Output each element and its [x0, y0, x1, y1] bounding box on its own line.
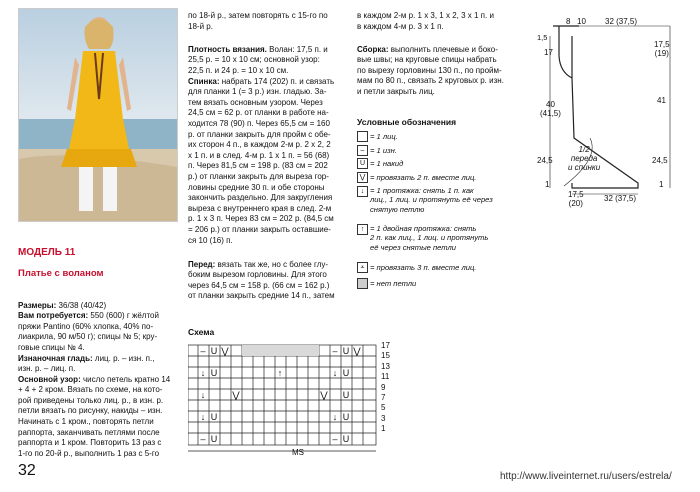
legend-ssk: = 1 протяжка: снять 1 п. как лиц., 1 лиц. и протянуть её через снятую петлю — [370, 186, 493, 214]
back-label: Спинка: — [188, 76, 220, 86]
svg-text:↓: ↓ — [200, 390, 206, 400]
dim-17: 17 — [544, 48, 553, 57]
assembly-value: выполнить плечевые и боко- вые швы; на круговые спицы набрать по вырезу горловины 130 п., по пройм- мам по 80 п., связать 2 круговых р. изн. и петли закрыть лиц. — [357, 44, 504, 96]
no-stitch-symbol — [357, 278, 368, 289]
legend-k2tog: = провязать 2 п. вместе лиц. — [370, 173, 477, 182]
svg-text:↓: ↓ — [200, 368, 206, 378]
legend-no-stitch: = нет петли — [370, 279, 417, 288]
row-9: 9 — [381, 382, 386, 392]
svg-text:U: U — [210, 368, 218, 378]
svg-text:–: – — [332, 434, 338, 444]
svg-text:⋁: ⋁ — [232, 390, 240, 400]
dim-24-5-right: 24,5 — [652, 156, 668, 165]
photo-illustration — [19, 9, 177, 221]
svg-text:↑: ↑ — [277, 368, 283, 378]
svg-text:U: U — [342, 368, 350, 378]
purl-value: лиц. р. – изн. п., изн. р. – лиц. п. — [18, 353, 155, 374]
model-title: Платье с воланом — [18, 268, 104, 279]
row-5: 5 — [381, 403, 386, 413]
knit-symbol — [357, 131, 368, 142]
svg-text:–: – — [332, 346, 338, 356]
svg-text:U: U — [342, 390, 350, 400]
sizes-label: Размеры: — [18, 300, 57, 310]
dim-32-bottom: 32 (37,5) — [604, 194, 637, 203]
dim-10: 10 — [577, 17, 586, 26]
legend-k3tog: = провязать 3 п. вместе лиц. — [370, 263, 477, 272]
svg-text:U: U — [210, 434, 218, 444]
svg-text:U: U — [342, 434, 350, 444]
mark-1-left: 1 — [545, 180, 550, 189]
svg-text:⋁: ⋁ — [221, 346, 229, 356]
front-label: Перед: — [188, 259, 216, 269]
row-15: 15 — [381, 351, 390, 361]
yarn-over-symbol: U — [357, 158, 368, 169]
front-instructions — [188, 249, 352, 302]
svg-text:U: U — [210, 412, 218, 422]
materials-label: Вам потребуется: — [18, 311, 89, 321]
materials-value: 550 (600) г жёлтой пряжи Pantino (60% хлопка, 40% по- лиакрила, 90 м/50 г); спицы № 5; кру- говые спицы № 4. — [18, 311, 159, 352]
source-url[interactable]: http://www.liveinternet.ru/users/estrela/ — [500, 471, 672, 482]
dim-32-top: 32 (37,5) — [605, 17, 638, 26]
purl-symbol: – — [357, 145, 368, 156]
main-pattern — [18, 364, 188, 459]
model-photo — [18, 8, 178, 222]
legend-double-decrease: = 1 двойная протяжка: снять 2 п. как лиц., 1 лиц. и протянуть её через снятые петли — [370, 224, 489, 252]
page-number: 32 — [18, 462, 36, 479]
dim-24-5-left: 24,5 — [537, 156, 553, 165]
row-7: 7 — [381, 393, 386, 403]
dim-40: 40 (41,5) — [540, 100, 561, 118]
legend-title: Условные обозначения — [357, 117, 457, 127]
k3tog-symbol: ⩡ — [357, 262, 368, 273]
legend-purl: = 1 изн. — [370, 146, 397, 155]
model-number: МОДЕЛЬ 11 — [18, 247, 76, 258]
dim-1-5: 1,5 — [537, 33, 548, 42]
svg-text:U: U — [210, 346, 218, 356]
row-numbers — [381, 341, 399, 435]
svg-text:–: – — [200, 346, 206, 356]
svg-text:↓: ↓ — [332, 412, 338, 422]
pattern-value: число петель кратно 14 + 4 + 2 кром. Вязать по схеме, на кото- рой приведены только лиц. р., в изн. р. петли вязать по рисунку, накиды – изн. Начинать с 1 кром., повторять петли раппорта, заканчивать петлями после раппорта и 1 кром. Повторить 13 раз с 1-го по 20-й р., выполнить 1 раз с 5-го — [18, 374, 171, 458]
row-11: 11 — [381, 372, 390, 382]
svg-text:U: U — [342, 412, 350, 422]
svg-text:↓: ↓ — [200, 412, 206, 422]
gauge-label: Плотность вязания. — [188, 44, 267, 54]
assembly — [357, 34, 519, 98]
svg-text:–: – — [200, 434, 206, 444]
k2tog-symbol: ⋁ — [357, 172, 368, 183]
purl-label: Изнаночная гладь: — [18, 353, 93, 363]
svg-text:U: U — [342, 346, 350, 356]
front-value: вязать так же, но с более глу- боким вырезом горловины. Для этого через 64,5 см = 158 р. (66 см = 162 р.) от планки закрыть средние 14 п., затем — [188, 259, 335, 301]
double-decrease-symbol: ↑ — [357, 224, 368, 235]
mark-1-right: 1 — [659, 180, 664, 189]
col2-intro: по 18-й р., затем повторять с 15-го по 18-й р. — [188, 11, 328, 31]
dim-41: 41 — [657, 96, 666, 105]
svg-text:⋁: ⋁ — [353, 346, 361, 356]
motif-repeat-label: MS — [292, 448, 304, 457]
back-value: набрать 174 (202) п. и связать для планки 1 (= 3 р.) изн. гладью. За- тем вязать основным узором. Через 24,5 см = 62 р. от планки в работе на- ходится 78 (90) п. Через 65,5 см = 160 р. от планки закрыть для пройм с обе- их сторон 4 п., в каждом 2-м р. 2 х 2, 2 х 1 п. и в след. 4-м р. 1 х 1 п. = 56 (68) п. Через 81,5 см = 198 р. (83 см = 202 р.) от планки закрыть для выреза гор- ловины средние 30 п. и обе стороны закончить раздельно. Для закругления выреза с внутреннего края в след. 2-м р. 1 х 3 п. Через 83 см = 202 р. (84,5 см = 206 р.) от планки закрыть оставшие- ся 10 (16) п. — [188, 76, 335, 245]
ssk-symbol: ↓ — [357, 186, 368, 197]
legend-knit: = 1 лиц. — [370, 132, 398, 141]
pattern-label: Основной узор: — [18, 374, 81, 384]
chart-title: Схема — [188, 327, 215, 337]
row-17: 17 — [381, 341, 390, 350]
dim-17-5-bottom: 17,5 (20) — [568, 190, 584, 208]
col3-intro: в каждом 2-м р. 1 х 3, 1 х 2, 3 х 1 п. и в каждом 4-м р. 3 х 1 п. — [357, 11, 494, 31]
back-instructions — [188, 66, 352, 246]
knitting-chart — [188, 341, 398, 461]
svg-text:⋁: ⋁ — [320, 390, 328, 400]
knitting-chart-grid — [188, 341, 398, 461]
row-3: 3 — [381, 413, 386, 423]
legend-yarn-over: = 1 накид — [370, 159, 404, 168]
row-13: 13 — [381, 361, 390, 371]
half-front-back-label: 1/2 переда и спинки — [568, 145, 601, 172]
dim-8: 8 — [566, 17, 571, 26]
svg-text:↓: ↓ — [332, 368, 338, 378]
assembly-label: Сборка: — [357, 44, 389, 54]
gauge-value: Волан: 17,5 п. и 25,5 р. = 10 х 10 см; основной узор: 22,5 п. и 24 р. = 10 х 10 см. — [188, 44, 328, 75]
sizes-value: 36/38 (40/42) — [58, 300, 107, 310]
dim-17-5: 17,5 (19) — [654, 40, 670, 58]
row-1: 1 — [381, 424, 386, 434]
